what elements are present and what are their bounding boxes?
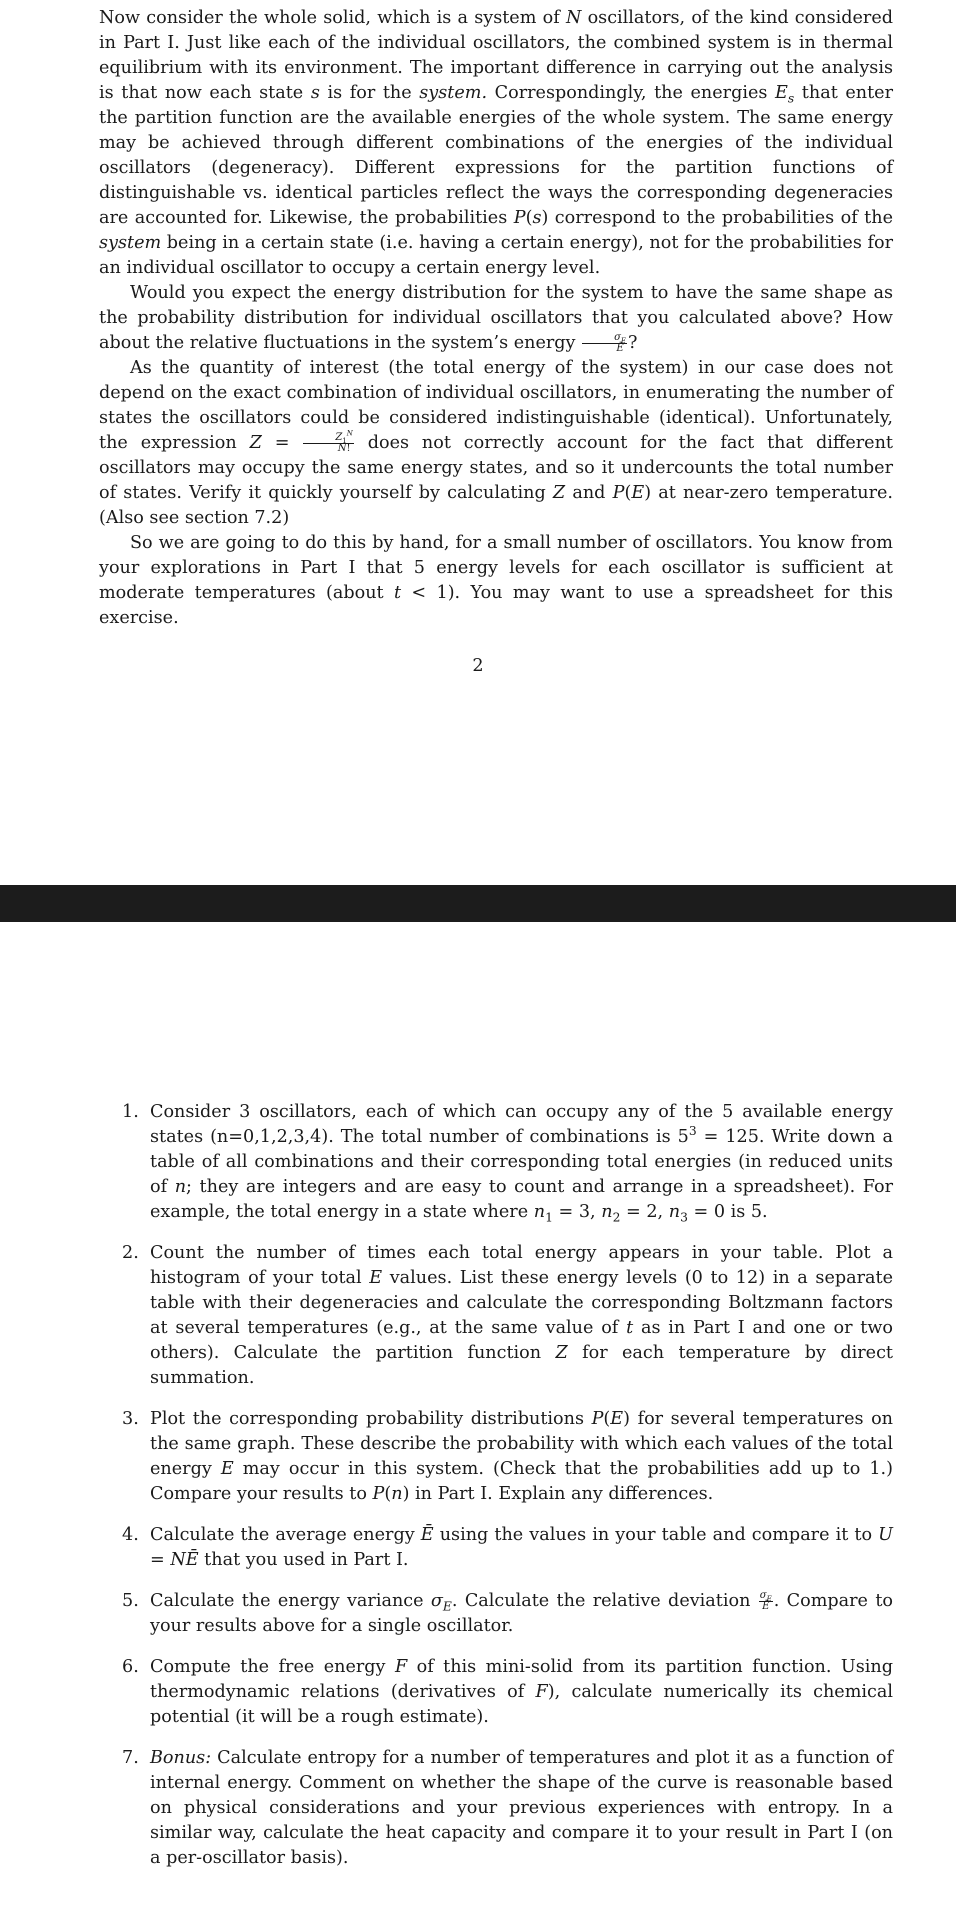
paragraph-1: Now consider the whole solid, which is a system of N oscillators, of the kind considered in Part I. Just like each of the individual oscillators, the combined system is in thermal equilibrium with its environment. The important difference in carrying out the analysis is that now each state s is for the system. Correspondingly, the energies $E_s$ that enter the partition function are the available energies of the whole system. The same energy may be achieved through different combinations of the energies of the individual oscillators (degeneracy). Different expressions for the partition functions of distinguishable vs. identical particles reflect the ways the corresponding degeneracies are accounted for. Likewise, the probabilities P(s) correspond to the probabilities of the system being in a certain state (i.e. having a certain energy), not for the probabilities for an individual oscillator to occupy a certain energy level. (99, 8, 894, 278)
task-item-5 (122, 1589, 893, 1639)
task-number: 3. (122, 1409, 139, 1429)
page-divider (0, 885, 956, 922)
page-number: 2 (472, 656, 484, 676)
task-item-1 (122, 1100, 893, 1225)
task-text: Compute the free energy F of this mini-solid from its partition function. Using thermodynamic relations (derivatives of F), calculate numerically its chemical potential (it will be a rough estimate). (150, 1657, 893, 1727)
task-item-2 (122, 1241, 893, 1391)
task-text: Consider 3 oscillators, each of which can occupy any of the 5 available energy states (n=0,1,2,3,4). The total number of combinations is $5^3 = 125$. Write down a table of all combinations and their corresponding total energies (in reduced units of n; they are integers and are easy to count and arrange in a spreadsheet). For example, the total energy in a state where $n_1 = 3$, $n_2 = 2$, $n_3 = 0$ is 5. (150, 1102, 893, 1225)
task-text: Bonus: Calculate entropy for a number of temperatures and plot it as a function of internal energy. Comment on whether the shape of the curve is reasonable based on physical considerations and your previous experiences with entropy. In a similar way, calculate the heat capacity and compare it to your result in Part I (on a per-oscillator basis). (150, 1748, 893, 1868)
paragraph-2: Would you expect the energy distribution for the system to have the same shape as the probability distribution for individual oscillators that you calculated above? How about the relative fluctuations in the system’s energy $\frac{\sigma_E}{Ē}$ ? (99, 283, 893, 354)
body-text (99, 6, 893, 631)
task-number: 7. (122, 1748, 139, 1768)
task-item-4 (122, 1523, 893, 1573)
task-number: 4. (122, 1525, 139, 1545)
task-number: 2. (122, 1243, 139, 1263)
task-number: 6. (122, 1657, 139, 1677)
task-list (122, 1100, 893, 1887)
task-item-6 (122, 1655, 893, 1730)
task-text: Plot the corresponding probability distributions P(E) for several temperatures on the same graph. These describe the probability with which each values of the total energy E may occur in this system. (Check that the probabilities add up to 1.) Compare your results to P(n) in Part I. Explain any differences. (150, 1409, 894, 1504)
task-item-7 (122, 1746, 893, 1871)
task-number: 5. (122, 1591, 139, 1611)
paragraph-4: So we are going to do this by hand, for a small number of oscillators. You know from your explorations in Part I that 5 energy levels for each oscillator is sufficient at moderate temperatures (about t < 1). You may want to use a spreadsheet for this exercise. (99, 533, 893, 628)
task-text: Calculate the energy variance $\sigma_E$. Calculate the relative deviation $\frac{\sigma_E}{Ē}$ . Compare to your results above for a single oscillator. (150, 1589, 893, 1636)
paragraph-3: As the quantity of interest (the total energy of the system) in our case does not depend on the exact combination of individual oscillators, in enumerating the number of states the oscillators could be considered indistinguishable (identical). Unfortunately, the expression Z = $\frac{Z_1^N}{N!}$ does not correctly account for the fact that different oscillators may occupy the same energy states, and so it undercounts the total number of states. Verify it quickly yourself by calculating Z and P(E) at near-zero temperature. (Also see section 7.2) (99, 358, 894, 528)
page-top (0, 0, 956, 885)
task-text: Count the number of times each total energy appears in your table. Plot a histogram of your total E values. List these energy levels (0 to 12) in a separate table with their degeneracies and calculate the corresponding Boltzmann factors at several temperatures (e.g., at the same value of t as in Part I and one or two others). Calculate the partition function Z for each temperature by direct summation. (150, 1243, 893, 1388)
page-bottom (0, 922, 956, 1920)
task-number: 1. (122, 1102, 139, 1122)
task-item-3 (122, 1407, 893, 1507)
task-text: Calculate the average energy Ē using the values in your table and compare it to U = NĒ that you used in Part I. (150, 1525, 893, 1570)
